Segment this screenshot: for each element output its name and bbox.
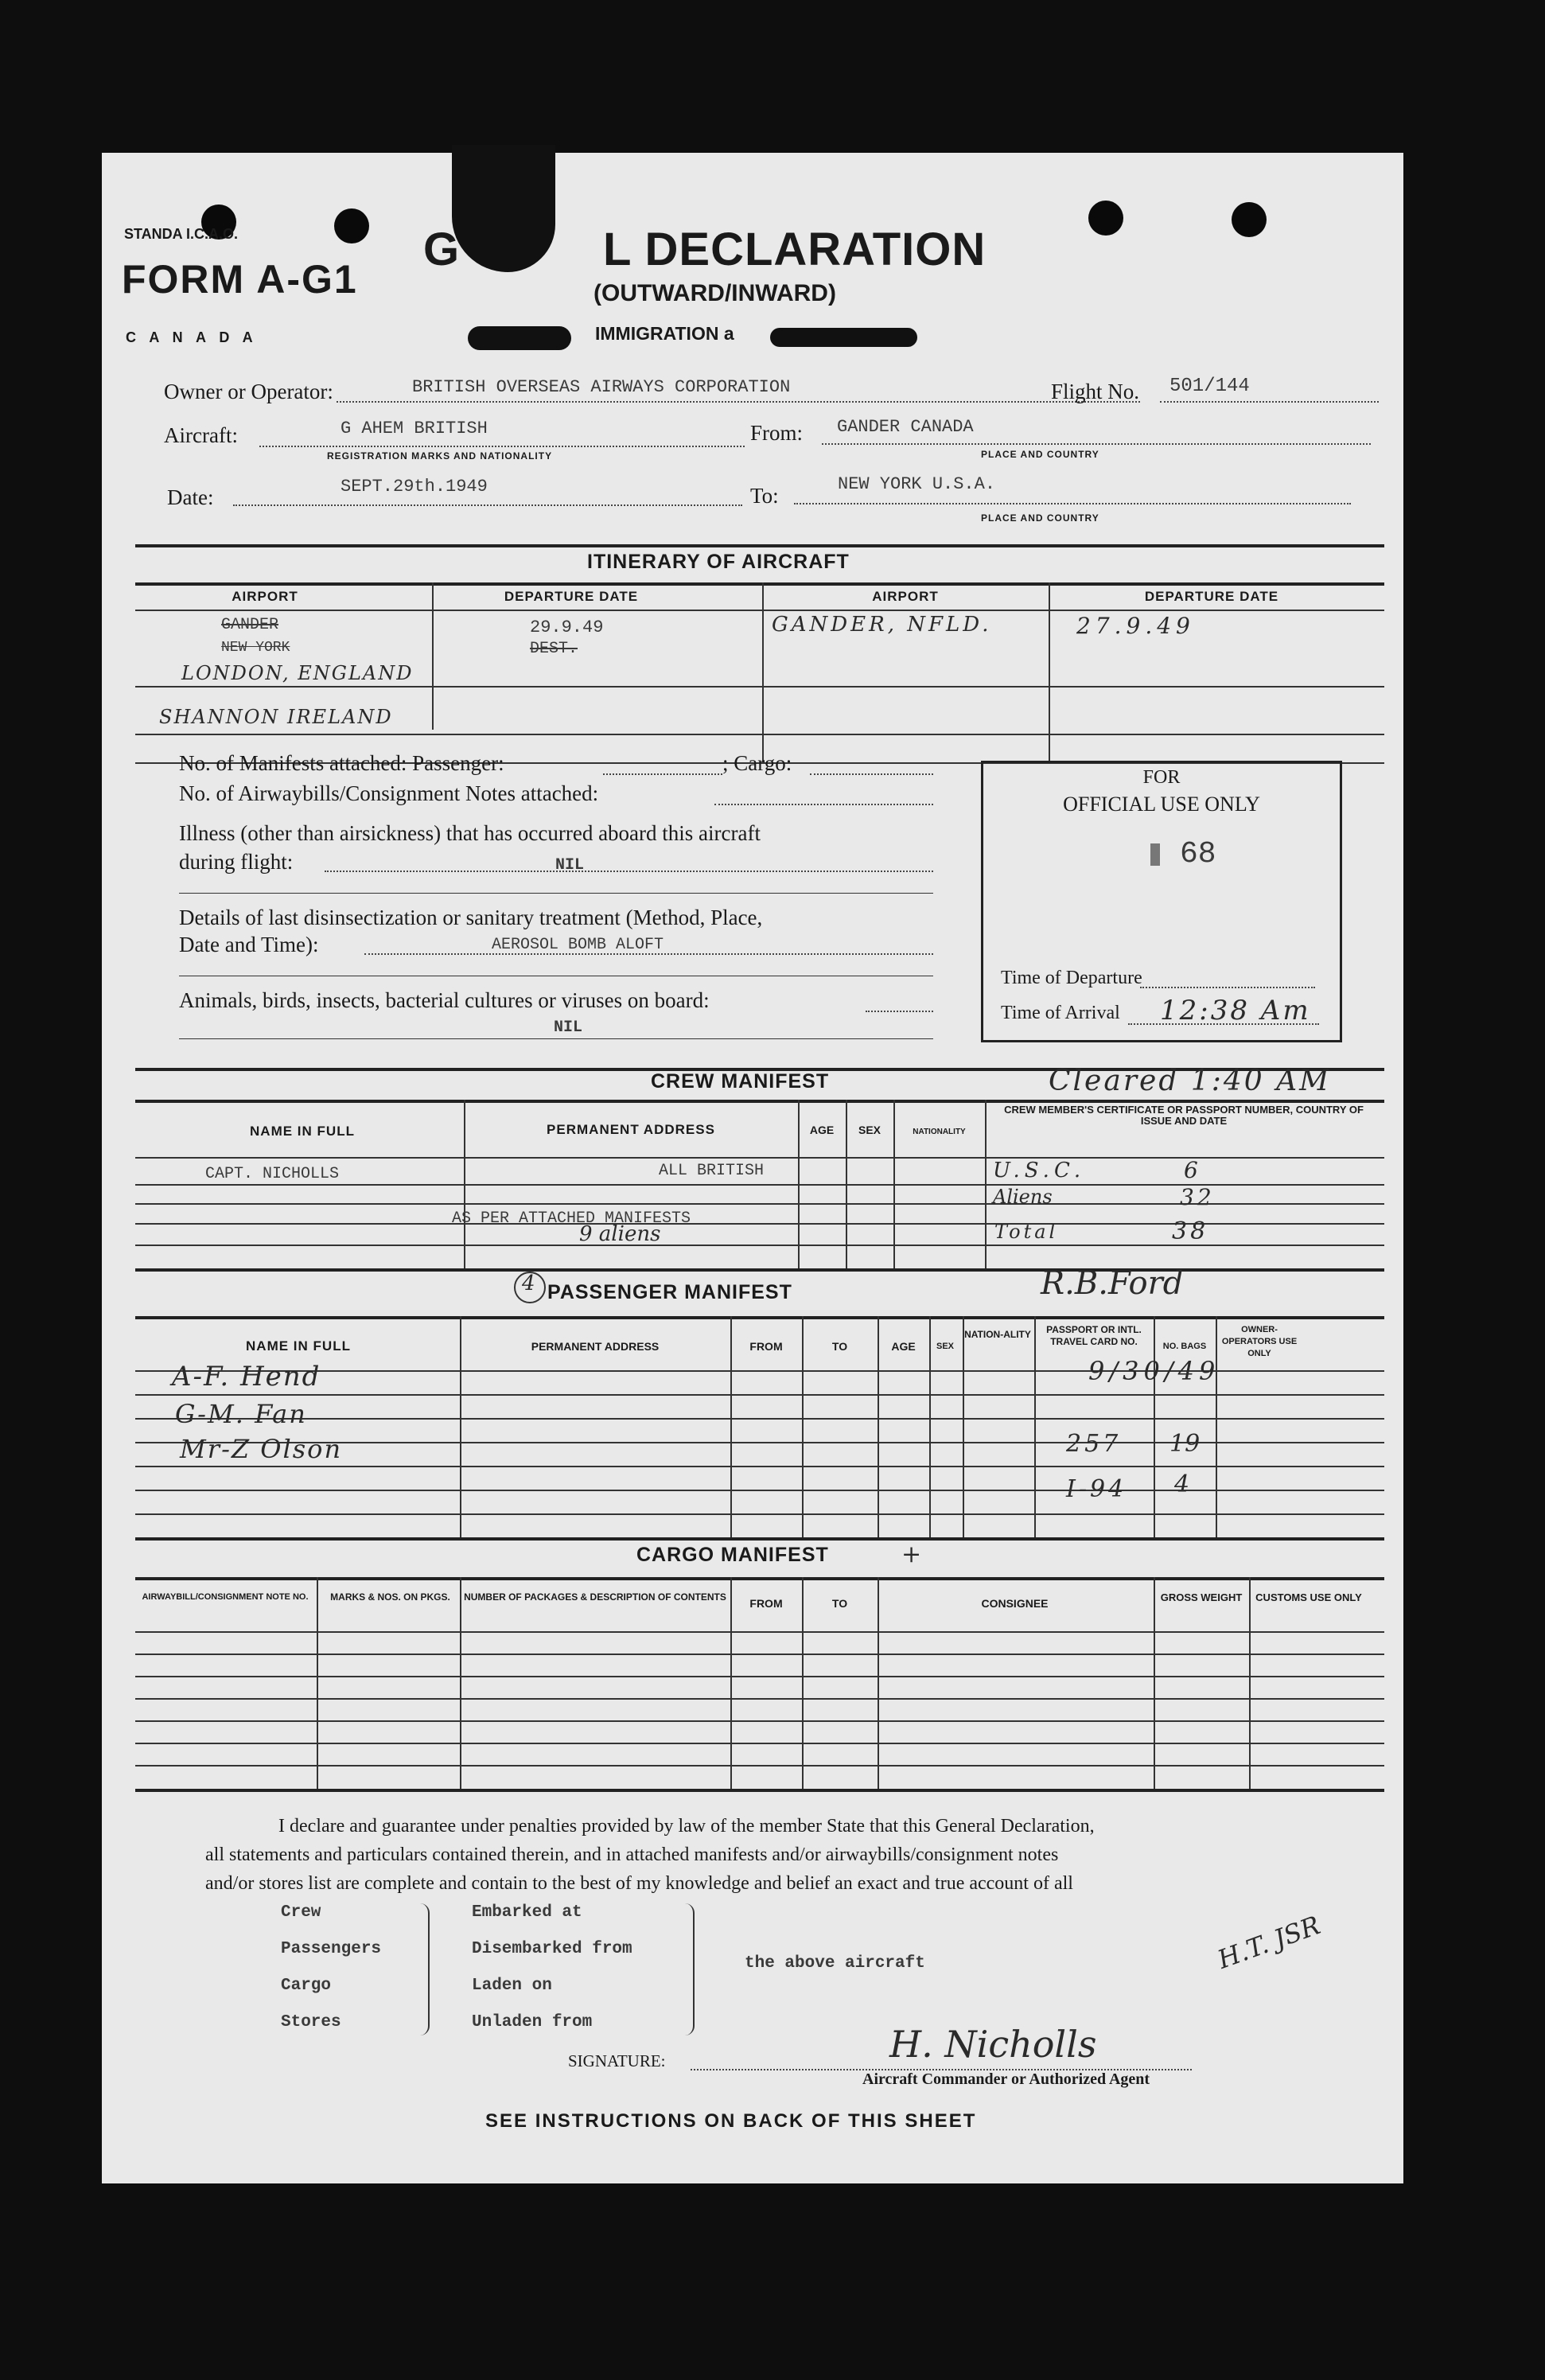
crew-row-address: ALL BRITISH	[659, 1162, 765, 1180]
cargo-airwaybill-header: AIRWAYBILL/CONSIGNMENT NOTE NO.	[142, 1592, 309, 1602]
crew-tally-label: Total	[994, 1221, 1059, 1243]
passenger-row-name: Mr-Z Olson	[180, 1434, 343, 1464]
declaration-sheet	[102, 153, 1403, 2183]
disinsect-value: AEROSOL BOMB ALOFT	[492, 936, 664, 954]
itinerary-row: NEW YORK	[221, 640, 290, 656]
crew-nationality-header: NATIONALITY	[913, 1128, 966, 1136]
passenger-address-header: PERMANENT ADDRESS	[531, 1340, 660, 1353]
animals-label: Animals, birds, insects, bacterial cultures or viruses on board:	[179, 988, 710, 1012]
declaration-item: Stores	[281, 2013, 341, 2031]
departure-time-label: Time of Departure	[1001, 968, 1142, 988]
from-label: From:	[750, 421, 804, 445]
flight-no-value: 501/144	[1169, 376, 1250, 397]
initials: H.T. JSR	[1213, 1910, 1325, 1975]
itinerary-airport-header: AIRPORT	[232, 589, 298, 604]
passenger-to-header: TO	[831, 1340, 848, 1353]
cargo-from-header: FROM	[749, 1597, 783, 1610]
aircraft-text: the above aircraft	[745, 1954, 925, 1973]
official-number: 68	[1180, 837, 1216, 871]
itinerary-row-date: 29.9.49	[530, 617, 604, 637]
declaration-action: Unladen from	[472, 2013, 593, 2031]
crew-address-header: PERMANENT ADDRESS	[547, 1122, 715, 1137]
declaration-line: and/or stores list are complete and contain to the best of my knowledge and belief an exact and true account of all	[205, 1873, 1073, 1894]
aircraft-caption: REGISTRATION MARKS AND NATIONALITY	[327, 450, 553, 462]
crew-row-note: AS PER ATTACHED MANIFESTS	[452, 1209, 691, 1228]
flight-no-label: Flight No.	[1051, 380, 1140, 403]
crew-tally-value: 38	[1172, 1217, 1209, 1245]
signatory-label: Aircraft Commander or Authorized Agent	[862, 2070, 1150, 2088]
cargo-marks-header: MARKS & NOS. ON PKGS.	[330, 1591, 450, 1603]
aircraft-label: Aircraft:	[164, 423, 238, 447]
cargo-title: CARGO MANIFEST	[636, 1544, 829, 1566]
passenger-name-header: NAME IN FULL	[246, 1338, 351, 1354]
illness-label-2: during flight:	[179, 850, 294, 874]
animals-value: NIL	[554, 1019, 583, 1037]
passenger-row-passport: 9/30/49	[1088, 1356, 1220, 1386]
official-title: OFFICIAL USE ONLY	[1063, 793, 1260, 816]
to-caption: PLACE AND COUNTRY	[981, 512, 1099, 524]
disinsect-label: Details of last disinsectization or sanitary treatment (Method, Place,	[179, 906, 763, 929]
passenger-row-passport: 257	[1066, 1430, 1122, 1458]
date-label: Date:	[167, 485, 214, 509]
from-caption: PLACE AND COUNTRY	[981, 449, 1099, 460]
official-stamp-mark	[1150, 843, 1160, 866]
cargo-label: ; Cargo:	[722, 751, 792, 775]
passenger-row-name: G-M. Fan	[175, 1399, 307, 1429]
illness-value: NIL	[555, 856, 585, 874]
declaration-item: Cargo	[281, 1977, 332, 1995]
declaration-line: all statements and particulars contained therein, and in attached manifests and/or airwaybills/consignment notes	[205, 1844, 1059, 1865]
passenger-row-bags: 19	[1169, 1430, 1201, 1458]
redaction-blot	[468, 326, 571, 350]
crew-row-name: CAPT. NICHOLLS	[205, 1165, 340, 1183]
crew-name-header: NAME IN FULL	[250, 1124, 355, 1139]
signature: H. Nicholls	[889, 2023, 1097, 2066]
cargo-customs-header: CUSTOMS USE ONLY	[1255, 1591, 1362, 1603]
cargo-mark: +	[901, 1541, 922, 1568]
form-number: FORM A-G1	[122, 257, 358, 302]
aircraft-value: G AHEM BRITISH	[341, 419, 488, 438]
passenger-bags-header: NO. BAGS	[1162, 1342, 1207, 1351]
disinsect-label-2: Date and Time):	[179, 933, 319, 956]
punch-hole	[1088, 201, 1123, 236]
crew-tally-value: 32	[1180, 1184, 1215, 1210]
right-brace	[685, 1903, 695, 2035]
crew-tally-label: U.S.C.	[993, 1159, 1086, 1182]
itinerary-title: ITINERARY OF AIRCRAFT	[587, 551, 850, 573]
redaction-blot	[770, 328, 917, 347]
punch-hole	[1232, 202, 1267, 237]
declaration-action: Embarked at	[472, 1903, 582, 1922]
illness-label: Illness (other than airsickness) that has occurred aboard this aircraft	[179, 821, 761, 845]
to-label: To:	[750, 484, 779, 508]
passenger-row-passport: I-94	[1066, 1475, 1127, 1503]
itinerary-airport-header-2: AIRPORT	[872, 589, 939, 604]
declaration-item: Passengers	[281, 1940, 382, 1958]
airwaybills-label: No. of Airwaybills/Consignment Notes attached:	[179, 781, 599, 805]
arrival-time-value: 12:38 Am	[1160, 995, 1311, 1026]
cargo-to-header: TO	[831, 1597, 848, 1610]
crew-age-header: AGE	[809, 1124, 835, 1136]
country-label: C A N A D A	[126, 329, 258, 345]
itinerary-row: GANDER	[221, 616, 279, 634]
title-g: G	[423, 224, 460, 275]
cargo-gross-header: GROSS WEIGHT	[1160, 1591, 1243, 1603]
date-value: SEPT.29th.1949	[341, 477, 488, 497]
left-brace	[420, 1903, 430, 2035]
crew-tally-label: Aliens	[993, 1186, 1053, 1208]
crew-tally-value: 6	[1184, 1157, 1198, 1183]
itinerary-departure-header: DEPARTURE DATE	[504, 589, 639, 604]
declaration-action: Disembarked from	[472, 1940, 632, 1958]
declaration-line: I declare and guarantee under penalties provided by law of the member State that this General Declaration,	[278, 1816, 1095, 1837]
punch-hole	[334, 208, 369, 243]
passenger-nationality-header: NATION-ALITY	[964, 1329, 1031, 1340]
subtitle: (OUTWARD/INWARD)	[593, 280, 836, 306]
immigration-label: IMMIGRATION a	[595, 323, 734, 344]
itinerary-row: SHANNON IRELAND	[159, 706, 393, 728]
cargo-consignee-header: CONSIGNEE	[981, 1597, 1049, 1610]
passenger-age-header: AGE	[891, 1340, 916, 1353]
from-value: GANDER CANADA	[837, 417, 974, 437]
crew-certificate-header: CREW MEMBER'S CERTIFICATE OR PASSPORT NUMBER, COUNTRY OF ISSUE AND DATE	[1004, 1104, 1364, 1127]
crew-row-aliens: 9 aliens	[579, 1222, 661, 1246]
signature-label: SIGNATURE:	[568, 2051, 666, 2070]
owner-label: Owner or Operator:	[164, 380, 333, 403]
crew-cleared-note: Cleared 1:40 AM	[1049, 1065, 1331, 1097]
declaration-action: Laden on	[472, 1977, 552, 1995]
declaration-item: Crew	[281, 1903, 321, 1922]
footer-instructions: SEE INSTRUCTIONS ON BACK OF THIS SHEET	[485, 2110, 977, 2132]
standard-label: STANDA I.C.A.O.	[124, 226, 238, 242]
to-value: NEW YORK U.S.A.	[838, 474, 996, 494]
passenger-from-header: FROM	[749, 1340, 783, 1353]
passenger-sex-header: SEX	[936, 1342, 954, 1351]
itinerary-row: LONDON, ENGLAND	[181, 662, 414, 684]
passenger-passport-header: PASSPORT OR INTL. TRAVEL CARD NO.	[1046, 1324, 1142, 1347]
arrival-time-label: Time of Arrival	[1001, 1003, 1120, 1023]
passenger-owner-header: OWNER-OPERATORS USE ONLY	[1221, 1325, 1298, 1358]
itinerary-row: GANDER, NFLD.	[772, 613, 992, 637]
itinerary-row-date: DEST.	[530, 640, 578, 658]
official-for: FOR	[1142, 767, 1181, 788]
title: L DECLARATION	[603, 224, 987, 275]
cargo-packages-header: NUMBER OF PACKAGES & DESCRIPTION OF CONTENTS	[464, 1591, 726, 1603]
itinerary-departure-header-2: DEPARTURE DATE	[1144, 589, 1279, 604]
manifests-label: No. of Manifests attached: Passenger:	[179, 751, 504, 775]
passenger-title: PASSENGER MANIFEST	[547, 1281, 792, 1303]
passenger-row-bags: 4	[1174, 1470, 1190, 1498]
owner-value: BRITISH OVERSEAS AIRWAYS CORPORATION	[412, 377, 791, 397]
crew-sex-header: SEX	[858, 1124, 881, 1136]
passenger-signature-note: R.B.Ford	[1041, 1265, 1184, 1302]
torn-area	[452, 145, 555, 272]
itinerary-row-date: 27.9.49	[1076, 613, 1195, 639]
passenger-count: 4	[522, 1272, 535, 1295]
passenger-row-name: A-F. Hend	[172, 1361, 321, 1393]
crew-title: CREW MANIFEST	[651, 1070, 830, 1093]
